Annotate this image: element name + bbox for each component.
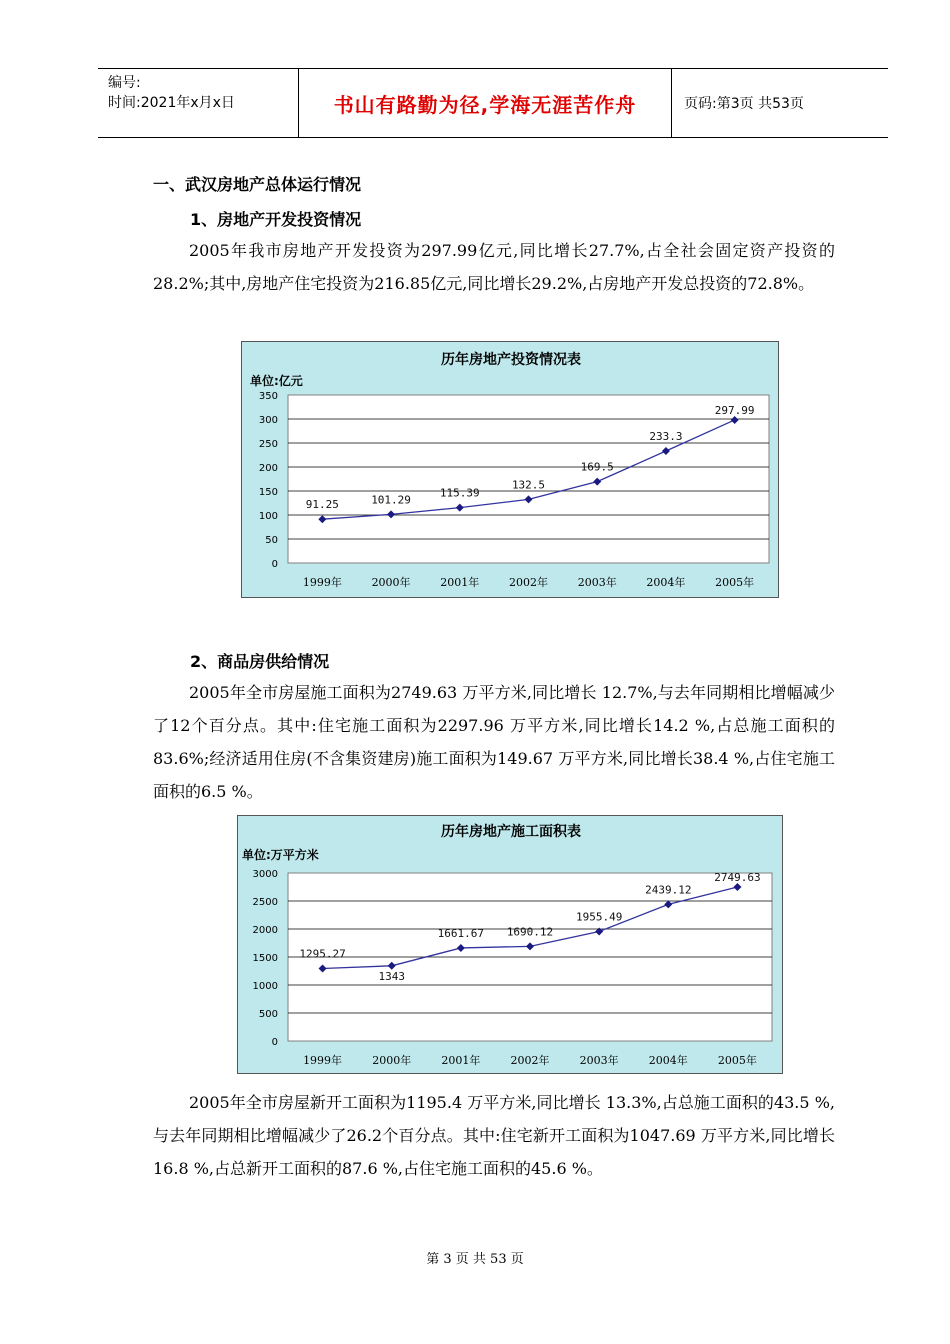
data-label: 91.25 [305, 498, 339, 512]
y-tick-label: 2500 [252, 897, 278, 908]
data-label: 132.5 [511, 478, 546, 492]
data-label: 169.5 [580, 460, 614, 474]
x-tick-label: 2005年 [715, 576, 755, 589]
investment-chart [241, 341, 779, 598]
header-left-cell [98, 69, 299, 137]
unit-label: 单位:万平方米 [242, 848, 319, 862]
y-tick-label: 150 [258, 487, 278, 498]
header-page-info: 页码:第3页 共53页 [684, 96, 804, 112]
x-tick-label: 2003年 [577, 576, 617, 589]
data-label: 1661.67 [437, 926, 485, 940]
y-tick-label: 250 [258, 439, 278, 450]
data-label: 233.3 [649, 430, 683, 444]
x-tick-label: 1999年 [302, 576, 342, 589]
data-label: 1295.27 [299, 947, 346, 961]
page-header [98, 68, 888, 138]
data-label: 2439.12 [645, 883, 692, 897]
subsection-title-investment: 1、房地产开发投资情况 [190, 210, 362, 229]
x-tick-label: 2002年 [509, 576, 548, 589]
y-tick-label: 3000 [252, 869, 278, 880]
header-motto: 书山有路勤为径,学海无涯苦作舟 [299, 69, 672, 137]
x-tick-label: 2000年 [371, 576, 411, 589]
y-tick-label: 100 [258, 511, 278, 522]
y-tick-label: 200 [258, 463, 278, 474]
x-tick-label: 2003年 [579, 1054, 619, 1067]
time-label: 时间:2021年x月x日 [108, 95, 235, 111]
y-tick-label: 0 [271, 1037, 278, 1048]
data-label: 101.29 [371, 493, 411, 507]
x-tick-label: 2002年 [510, 1054, 550, 1067]
y-tick-label: 50 [265, 535, 278, 546]
chart-title: 历年房地产投资情况表 [441, 352, 581, 368]
data-label: 1955.49 [575, 910, 623, 924]
x-tick-label: 2001年 [440, 576, 480, 589]
section-title: 一、武汉房地产总体运行情况 [153, 175, 362, 194]
page-footer: 第 3 页 共 53 页 [426, 1252, 524, 1267]
chart-title: 历年房地产施工面积表 [441, 824, 581, 840]
construction-area-chart [237, 815, 783, 1074]
data-label: 2749.63 [714, 871, 761, 885]
data-label: 1343 [378, 969, 405, 983]
construction-area-chart-svg [238, 816, 784, 1075]
investment-chart-svg [242, 342, 780, 599]
x-tick-label: 2005年 [717, 1054, 757, 1067]
y-tick-label: 2000 [252, 925, 278, 936]
x-tick-label: 1999年 [303, 1054, 343, 1067]
y-tick-label: 300 [258, 415, 278, 426]
y-tick-label: 0 [271, 559, 278, 570]
y-tick-label: 350 [258, 391, 278, 402]
x-tick-label: 2004年 [648, 1054, 688, 1067]
y-tick-label: 1000 [252, 981, 278, 992]
data-label: 297.99 [714, 403, 755, 417]
data-label: 1690.12 [506, 925, 554, 939]
x-tick-label: 2004年 [646, 576, 686, 589]
number-label: 编号: [108, 75, 141, 91]
paragraph-investment: 2005年我市房地产开发投资为297.99亿元,同比增长27.7%,占全社会固定资产投资的28.2%;其中,房地产住宅投资为216.85亿元,同比增长29.2%,占房地产开发总投资的72.8%。 [153, 241, 835, 293]
y-tick-label: 500 [258, 1009, 278, 1020]
x-tick-label: 2000年 [372, 1054, 412, 1067]
y-tick-label: 1500 [252, 953, 278, 964]
paragraph-supply: 2005年全市房屋施工面积为2749.63 万平方米,同比增长 12.7%,与去年同期相比增幅减少了12个百分点。其中:住宅施工面积为2297.96 万平方米,同比增长14.2 %,占总施工面积的 83.6%;经济适用住房(不含集资建房)施工面积为149.67 万平方米,同比增长38.4 %,占住宅施工面积的6.5 %。 [153, 683, 835, 801]
data-label: 115.39 [439, 486, 480, 500]
subsection-title-supply: 2、商品房供给情况 [190, 652, 330, 671]
unit-label: 单位:亿元 [250, 374, 303, 388]
paragraph-new-construction: 2005年全市房屋新开工面积为1195.4 万平方米,同比增长 13.3%,占总施工面积的43.5 %,与去年同期相比增幅减少了26.2个百分点。其中:住宅新开工面积为1047.69 万平方米,同比增长16.8 %,占总新开工面积的87.6 %,占住宅施工面积的45.6 %。 [153, 1093, 835, 1178]
x-tick-label: 2001年 [441, 1054, 481, 1067]
